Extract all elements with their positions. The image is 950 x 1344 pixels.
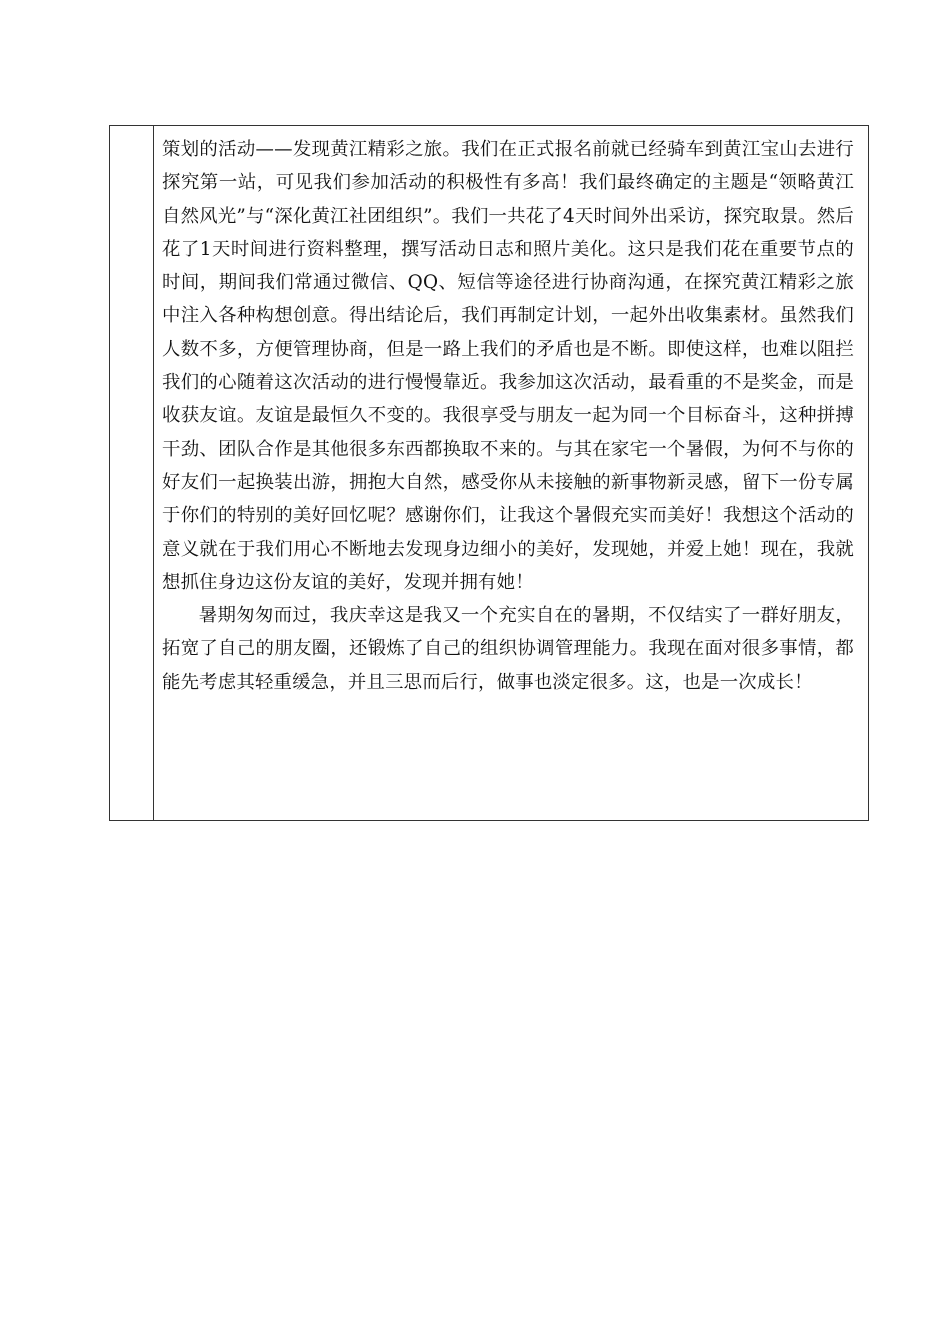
content-cell	[154, 126, 869, 821]
table-row	[110, 126, 869, 821]
paragraph-1: 策划的活动——发现黄江精彩之旅。我们在正式报名前就已经骑车到黄江宝山去进行探究第一站，可见我们参加活动的积极性有多高！我们最终确定的主题是“领略黄江自然风光”与“深化黄江社团组织”。我们一共花了4天时间外出采访，探究取景。然后花了1天时间进行资料整理，撰写活动日志和照片美化。这只是我们花在重要节点的时间，期间我们常通过微信、QQ、短信等途径进行协商沟通，在探究黄江精彩之旅中注入各种构想创意。得出结论后，我们再制定计划，一起外出收集素材。虽然我们人数不多，方便管理协商，但是一路上我们的矛盾也是不断。即使这样，也难以阻拦我们的心随着这次活动的进行慢慢靠近。我参加这次活动，最看重的不是奖金，而是收获友谊。友谊是最恒久不变的。我很享受与朋友一起为同一个目标奋斗，这种拼搏干劲、团队合作是其他很多东西都换取不来的。与其在家宅一个暑假，为何不与你的好友们一起换装出游，拥抱大自然，感受你从未接触的新事物新灵感，留下一份专属于你们的特别的美好回忆呢？感谢你们，让我这个暑假充实而美好！我想这个活动的意义就在于我们用心不断地去发现身边细小的美好，发现她，并爱上她！现在，我就想抓住身边这份友谊的美好，发现并拥有她！	[162, 139, 854, 593]
content-body	[154, 126, 868, 699]
label-cell	[110, 126, 154, 821]
paragraph-2: 暑期匆匆而过，我庆幸这是我又一个充实自在的暑期，不仅结实了一群好朋友，拓宽了自己的朋友圈，还锻炼了自己的组织协调管理能力。我现在面对很多事情，都能先考虑其轻重缓急，并且三思而后行，做事也淡定很多。这，也是一次成长！	[162, 605, 854, 693]
content-table	[109, 125, 869, 821]
